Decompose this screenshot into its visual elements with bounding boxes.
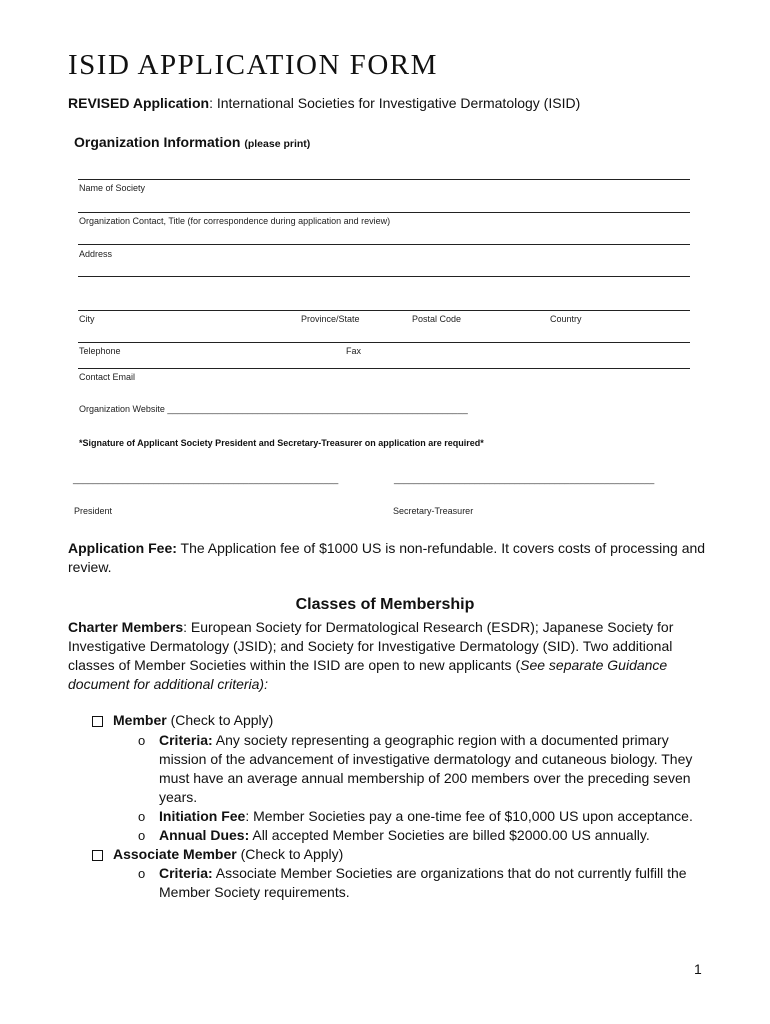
charter-members-paragraph	[68, 618, 708, 694]
telephone-row-field[interactable]	[78, 342, 690, 343]
fax-label: Fax	[346, 346, 362, 356]
bullet-icon: o	[138, 733, 146, 748]
membership-heading: Classes of Membership	[295, 596, 475, 613]
associate-member-option	[113, 845, 413, 864]
org-info-heading	[74, 134, 310, 150]
member-criteria-label: Criteria:	[159, 732, 213, 748]
treasurer-label: Secretary-Treasurer	[393, 506, 474, 516]
associate-member-label: Associate Member	[113, 846, 237, 862]
province-label: Province/State	[301, 314, 360, 324]
address-label: Address	[79, 249, 113, 259]
initiation-fee-text: : Member Societies pay a one-time fee of $10,000 US upon acceptance.	[245, 808, 693, 824]
city-row-field[interactable]	[78, 310, 690, 311]
subtitle	[68, 95, 580, 111]
associate-criteria-text: Associate Member Societies are organizations that do not currently fulfill the Member Society requirements.	[159, 865, 687, 900]
member-initiation-fee	[159, 807, 699, 826]
postal-code-label: Postal Code	[412, 314, 462, 324]
email-field[interactable]	[78, 368, 690, 369]
application-fee-text: The Application fee of $1000 US is non-refundable. It covers costs of processing and review.	[68, 540, 706, 575]
charter-members-label: Charter Members	[68, 619, 184, 635]
subtitle-text: : International Societies for Investigative Dermatology (ISID)	[209, 95, 581, 111]
page-title: ISID APPLICATION FORM	[68, 49, 438, 81]
signature-note: *Signature of Applicant Society President and Secretary-Treasurer on application are required*	[79, 438, 484, 448]
president-label: President	[74, 506, 113, 516]
member-criteria-text: Any society representing a geographic region with a documented primary mission of the advancement of investigative dermatology and cutaneous biology. They must have an average annual membership of 200 members over the preceding seven years.	[159, 732, 693, 805]
contact-field[interactable]	[78, 212, 690, 213]
member-option	[113, 711, 413, 730]
associate-member-checkbox[interactable]	[92, 850, 103, 861]
society-name-field[interactable]	[78, 179, 690, 180]
website-field[interactable]: Organization Website ____________________________________________________________	[79, 404, 468, 414]
application-fee-label: Application Fee:	[68, 540, 177, 556]
guidance-note: See separate Guidance document for additional criteria):	[68, 657, 668, 692]
city-label: City	[79, 314, 95, 324]
associate-criteria	[159, 864, 694, 902]
member-checkbox[interactable]	[92, 716, 103, 727]
page-number: 1	[694, 961, 702, 977]
address-field[interactable]	[78, 244, 690, 245]
society-name-label: Name of Society	[79, 183, 146, 193]
president-signature-line[interactable]: _____________________________________________________	[73, 474, 339, 484]
associate-criteria-label: Criteria:	[159, 865, 213, 881]
email-label: Contact Email	[79, 372, 136, 382]
member-label: Member	[113, 712, 167, 728]
org-info-heading-note: (please print)	[244, 138, 311, 150]
subtitle-bold: REVISED Application	[68, 95, 210, 111]
country-label: Country	[550, 314, 582, 324]
telephone-label: Telephone	[79, 346, 121, 356]
charter-members-text: : European Society for Dermatological Research (ESDR); Japanese Society for Investigative Dermatology (JSID); and Society for Investigative Dermatology (SID). Two additional classes of Member Societies within the ISID are open to new applicants (	[68, 619, 674, 673]
member-check-text: (Check to Apply)	[166, 712, 274, 728]
contact-label: Organization Contact, Title (for correspondence during application and review)	[79, 216, 391, 226]
initiation-fee-label: Initiation Fee	[159, 808, 246, 824]
member-criteria	[159, 731, 694, 807]
application-fee-paragraph	[68, 539, 708, 577]
annual-dues-label: Annual Dues:	[159, 827, 250, 843]
bullet-icon: o	[138, 809, 146, 824]
org-info-heading-text: Organization Information	[74, 134, 241, 150]
member-annual-dues	[159, 826, 699, 845]
bullet-icon: o	[138, 866, 146, 881]
annual-dues-text: All accepted Member Societies are billed $2000.00 US annually.	[249, 827, 650, 843]
treasurer-signature-line[interactable]: ____________________________________________________	[394, 474, 655, 484]
address-line-2-field[interactable]	[78, 276, 690, 277]
bullet-icon: o	[138, 828, 146, 843]
associate-check-text: (Check to Apply)	[236, 846, 344, 862]
